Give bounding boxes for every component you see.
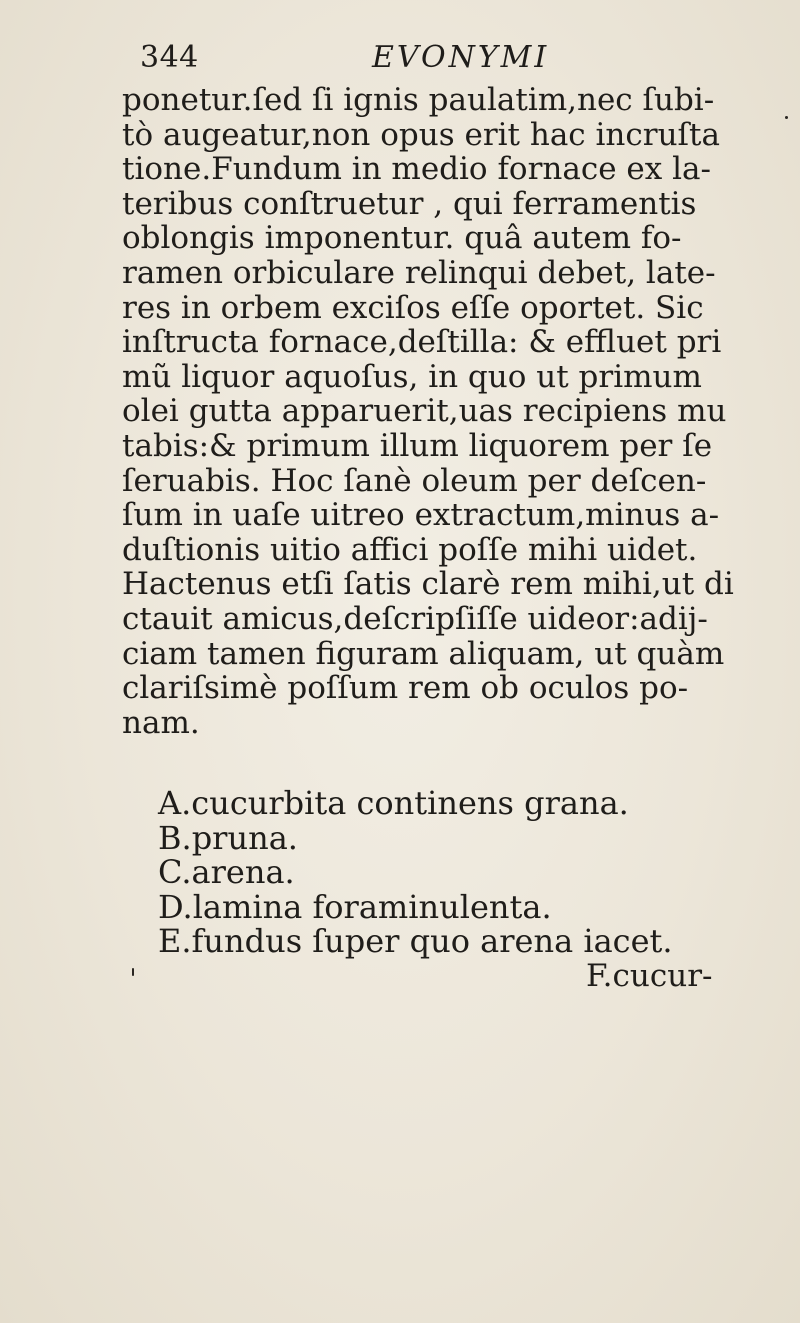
text-line: clariſsimè poſſum rem ob oculos po-: [122, 670, 689, 707]
ink-speck: [785, 116, 788, 119]
text-line: ſeruabis. Hoc ſanè oleum per deſcen-: [122, 462, 707, 499]
text-line: ramen orbiculare relinqui debet, late-: [122, 254, 716, 291]
body-text: [122, 83, 762, 740]
text-line: mũ liquor aquoſus, in quo ut primum: [122, 358, 702, 395]
text-line: ctauit amicus,deſcripſiſſe uideor:adij-: [122, 600, 708, 637]
catchword: F.cucur-: [586, 957, 713, 994]
text-line: tò augeatur,non opus erit hac incruſta: [122, 116, 720, 153]
figure-legend: [158, 786, 718, 994]
text-line: teribus conſtruetur , qui ferramentis: [122, 185, 697, 222]
text-line: ponetur.ſed ſi ignis paulatim,nec ſubi-: [122, 82, 715, 118]
text-line: tabis:& primum illum liquorem per ſe: [122, 427, 713, 464]
text-line: ſum in uaſe uitreo extractum,minus a-: [122, 497, 720, 534]
legend-item: C.arena.: [158, 853, 295, 892]
legend-item: A.cucurbita continens grana.: [158, 784, 629, 822]
legend-item: E.fundus ſuper quo arena iacet.: [158, 922, 673, 961]
text-line: olei gutta apparuerit,uas recipiens mu: [122, 393, 727, 430]
text-line: ciam tamen figuram aliquam, ut quàm: [122, 635, 725, 672]
text-line: oblongis imponentur. quâ autem fo-: [122, 220, 682, 257]
text-line: tione.Fundum in medio fornace ex la-: [122, 151, 711, 188]
legend-item: B.pruna.: [158, 818, 298, 857]
page-number: 344: [140, 40, 199, 75]
text-line: nam.: [122, 704, 200, 741]
text-line: inſtructa fornace,deſtilla: & effluet pri: [122, 324, 722, 361]
ink-speck: [132, 968, 134, 976]
text-line: res in orbem exciſos eſſe oportet. Sic: [122, 289, 704, 326]
running-head: EVONYMI: [372, 40, 550, 75]
text-line: duſtionis uitio affici poſſe mihi uidet.: [122, 531, 698, 568]
text-line: Hactenus etſi ſatis clarè rem mihi,ut di: [122, 566, 734, 603]
legend-item: D.lamina foraminulenta.: [158, 887, 552, 926]
